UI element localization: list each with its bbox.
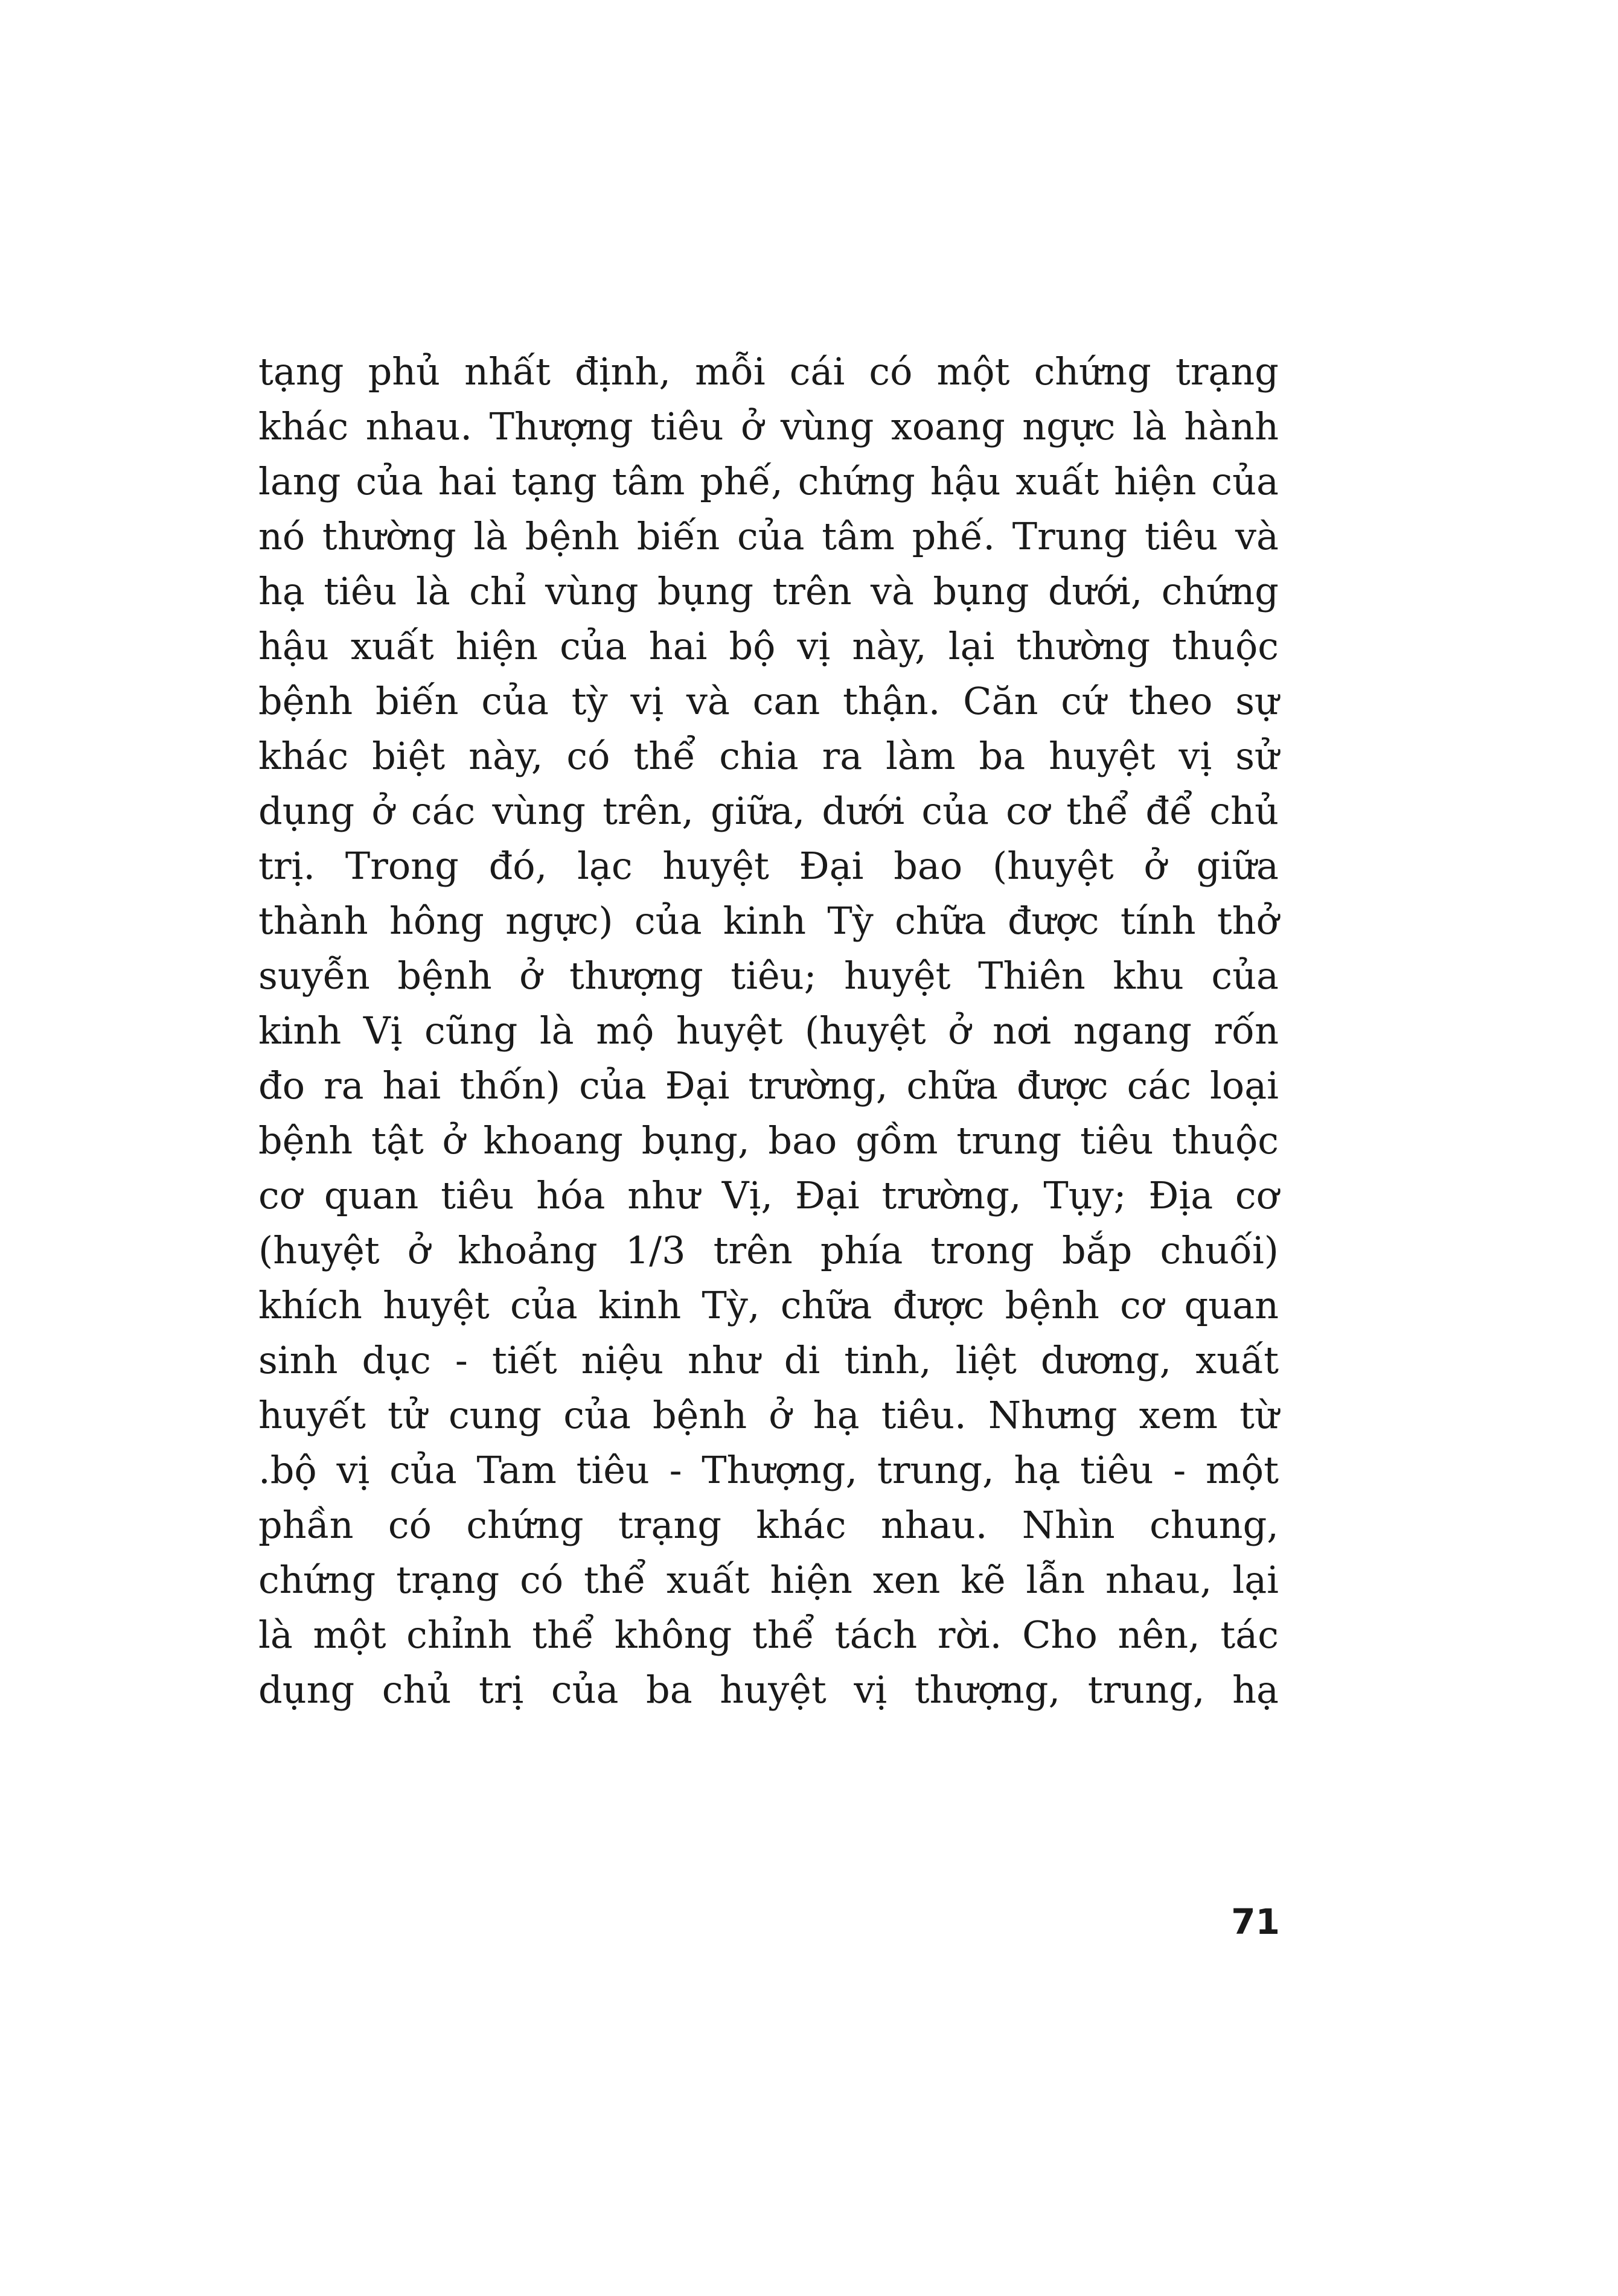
text-line: thành hông ngực) của kinh Tỳ chữa được tính thở [258, 899, 1279, 943]
text-line: lang của hai tạng tâm phế, chứng hậu xuất hiện của [258, 459, 1279, 503]
text-line: phần có chứng trạng khác nhau. Nhìn chung, [258, 1503, 1279, 1547]
text-line: trị. Trong đó, lạc huyệt Đại bao (huyệt ở giữa [258, 844, 1279, 888]
text-line: dụng chủ trị của ba huyệt vị thượng, trung, hạ [258, 1668, 1279, 1712]
text-line: .bộ vị của Tam tiêu - Thượng, trung, hạ tiêu - một [258, 1448, 1279, 1492]
text-line: khác nhau. Thượng tiêu ở vùng xoang ngực là hành [258, 404, 1279, 448]
text-line: bệnh tật ở khoang bụng, bao gồm trung tiêu thuộc [258, 1118, 1279, 1162]
text-line: (huyệt ở khoảng 1/3 trên phía trong bắp chuối) [258, 1228, 1279, 1272]
text-line: huyết tử cung của bệnh ở hạ tiêu. Nhưng xem từ [258, 1393, 1279, 1437]
text-line: nó thường là bệnh biến của tâm phế. Trung tiêu và [258, 514, 1279, 558]
text-line: khác biệt này, có thể chia ra làm ba huyệt vị sử [258, 734, 1279, 778]
text-line: khích huyệt của kinh Tỳ, chữa được bệnh cơ quan [258, 1283, 1279, 1327]
page-number: 71 [1231, 1901, 1280, 1942]
text-line: cơ quan tiêu hóa như Vị, Đại trường, Tụy; Địa cơ [258, 1173, 1279, 1217]
text-line: đo ra hai thốn) của Đại trường, chữa được các loại [258, 1063, 1279, 1108]
text-line: bệnh biến của tỳ vị và can thận. Căn cứ theo sự [258, 679, 1279, 723]
text-line: tạng phủ nhất định, mỗi cái có một chứng trạng [258, 349, 1279, 394]
text-line: sinh dục - tiết niệu như di tinh, liệt dương, xuất [258, 1338, 1279, 1382]
text-line: suyễn bệnh ở thượng tiêu; huyệt Thiên khu của [258, 954, 1279, 998]
text-line: chứng trạng có thể xuất hiện xen kẽ lẫn nhau, lại [258, 1558, 1279, 1602]
body-text [258, 344, 1279, 1717]
text-line: là một chỉnh thể không thể tách rời. Cho nên, tác [258, 1613, 1279, 1657]
text-line: hạ tiêu là chỉ vùng bụng trên và bụng dưới, chứng [258, 569, 1279, 613]
text-line: dụng ở các vùng trên, giữa, dưới của cơ thể để chủ [258, 789, 1279, 833]
text-line: kinh Vị cũng là mộ huyệt (huyệt ở nơi ngang rốn [258, 1009, 1279, 1053]
text-line: hậu xuất hiện của hai bộ vị này, lại thường thuộc [258, 624, 1279, 668]
